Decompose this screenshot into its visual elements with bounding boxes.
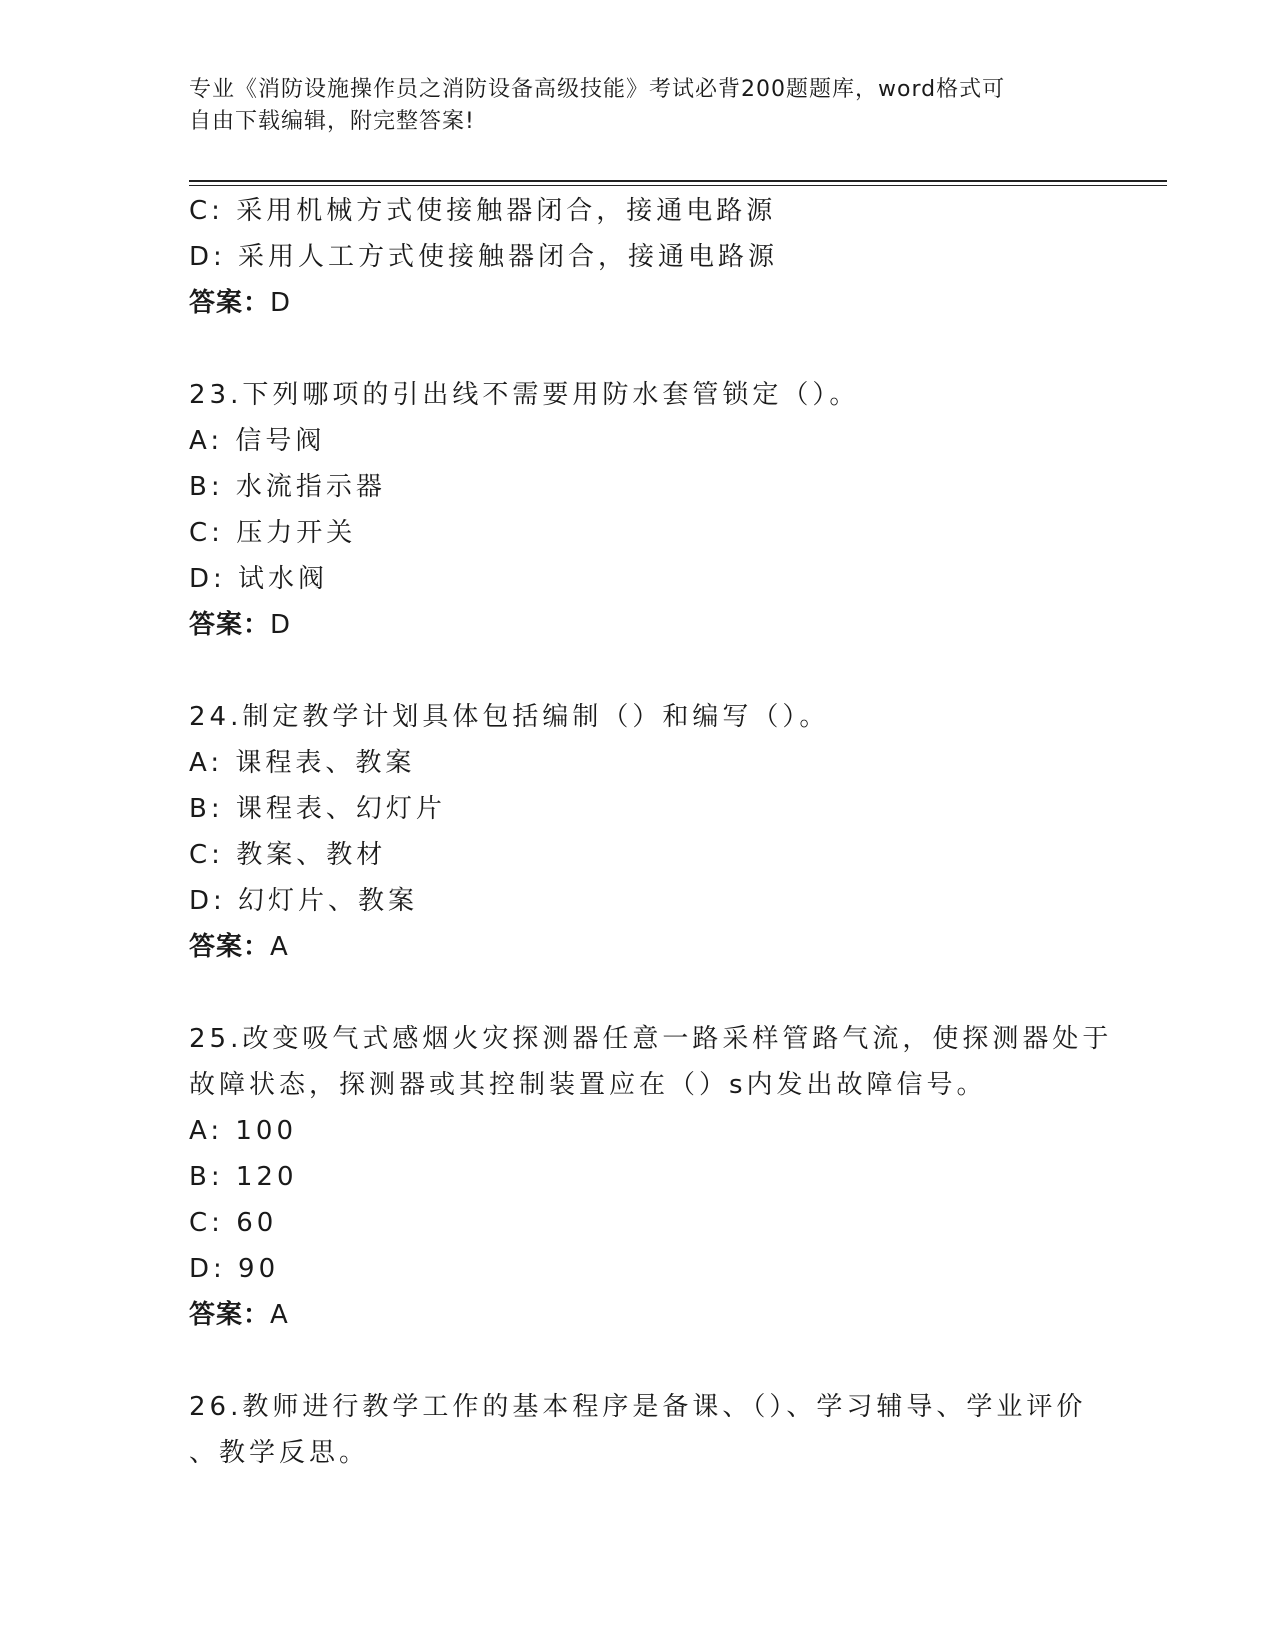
question-24	[189, 694, 1089, 970]
option-c	[189, 1200, 1089, 1246]
option-text: 采用人工方式使接触器闭合，接通电路源	[238, 242, 779, 272]
answer-label: 答案：	[189, 288, 271, 318]
question-number: 23.	[189, 380, 243, 410]
question-stem-line-1	[189, 1016, 1113, 1062]
option-text: 课程表、教案	[235, 748, 416, 778]
question-25	[189, 1016, 1113, 1338]
option-text: 采用机械方式使接触器闭合，接通电路源	[236, 196, 777, 226]
question-stem	[189, 372, 1089, 418]
option-text: 试水阀	[238, 564, 329, 594]
question-stem	[189, 694, 1089, 740]
header-divider-thin	[189, 185, 1167, 186]
option-a	[189, 418, 1089, 464]
header-divider-thick	[189, 180, 1167, 182]
option-label: D:	[189, 564, 226, 594]
option-d	[189, 234, 1089, 280]
document-header	[189, 74, 1089, 138]
header-line-2: 自由下载编辑，附完整答案!	[189, 109, 475, 134]
question-list	[189, 188, 1113, 1476]
option-text: 教案、教材	[236, 840, 387, 870]
question-stem-line-2: 故障状态，探测器或其控制装置应在（）s内发出故障信号。	[189, 1070, 987, 1100]
option-label: C:	[189, 1208, 224, 1238]
option-a	[189, 740, 1089, 786]
answer-label: 答案：	[189, 1300, 271, 1330]
option-text: 课程表、幻灯片	[235, 794, 446, 824]
option-label: A:	[189, 1116, 224, 1146]
answer-line	[189, 602, 1089, 648]
question-number: 24.	[189, 702, 243, 732]
answer-label: 答案：	[189, 610, 271, 640]
option-label: B:	[189, 472, 224, 502]
answer-value: D	[270, 288, 292, 318]
option-d	[189, 878, 1089, 924]
option-a	[189, 1108, 1089, 1154]
option-label: A:	[189, 748, 224, 778]
answer-line	[189, 280, 1089, 326]
question-text: 改变吸气式感烟火灾探测器任意一路采样管路气流，使探测器处于	[242, 1024, 1113, 1054]
option-label: A:	[189, 426, 224, 456]
option-b	[189, 786, 1089, 832]
option-b	[189, 1154, 1089, 1200]
question-text: 教师进行教学工作的基本程序是备课、（）、学习辅导、学业评价	[242, 1392, 1087, 1422]
option-text: 信号阀	[235, 426, 326, 456]
question-number: 26.	[189, 1392, 243, 1422]
answer-line	[189, 924, 1089, 970]
option-text: 100	[235, 1116, 297, 1146]
question-text: 制定教学计划具体包括编制（）和编写（）。	[242, 702, 830, 732]
answer-line	[189, 1292, 1089, 1338]
option-label: C:	[189, 518, 224, 548]
option-b	[189, 464, 1089, 510]
question-stem-line-2: 、教学反思。	[189, 1438, 370, 1468]
option-label: B:	[189, 1162, 224, 1192]
answer-value: D	[270, 610, 292, 640]
option-text: 水流指示器	[235, 472, 386, 502]
answer-value: A	[270, 1300, 289, 1330]
option-text: 60	[236, 1208, 278, 1238]
option-c	[189, 832, 1089, 878]
question-stem-line-1	[189, 1384, 1089, 1430]
option-label: D:	[189, 242, 226, 272]
prev-question-block	[189, 188, 1089, 326]
question-26	[189, 1384, 1089, 1476]
option-label: D:	[189, 886, 226, 916]
option-text: 90	[238, 1254, 280, 1284]
answer-label: 答案：	[189, 932, 271, 962]
option-label: B:	[189, 794, 224, 824]
question-text: 下列哪项的引出线不需要用防水套管锁定（）。	[242, 380, 860, 410]
option-d	[189, 556, 1089, 602]
option-label: C:	[189, 196, 224, 226]
option-text: 幻灯片、教案	[238, 886, 419, 916]
option-text: 压力开关	[236, 518, 357, 548]
option-c	[189, 188, 1089, 234]
option-c	[189, 510, 1089, 556]
header-line-1: 专业《消防设施操作员之消防设备高级技能》考试必背200题题库，word格式可	[189, 77, 1006, 102]
answer-value: A	[270, 932, 289, 962]
option-label: D:	[189, 1254, 226, 1284]
option-label: C:	[189, 840, 224, 870]
option-d	[189, 1246, 1089, 1292]
question-number: 25.	[189, 1024, 243, 1054]
question-23	[189, 372, 1089, 648]
option-text: 120	[235, 1162, 298, 1192]
